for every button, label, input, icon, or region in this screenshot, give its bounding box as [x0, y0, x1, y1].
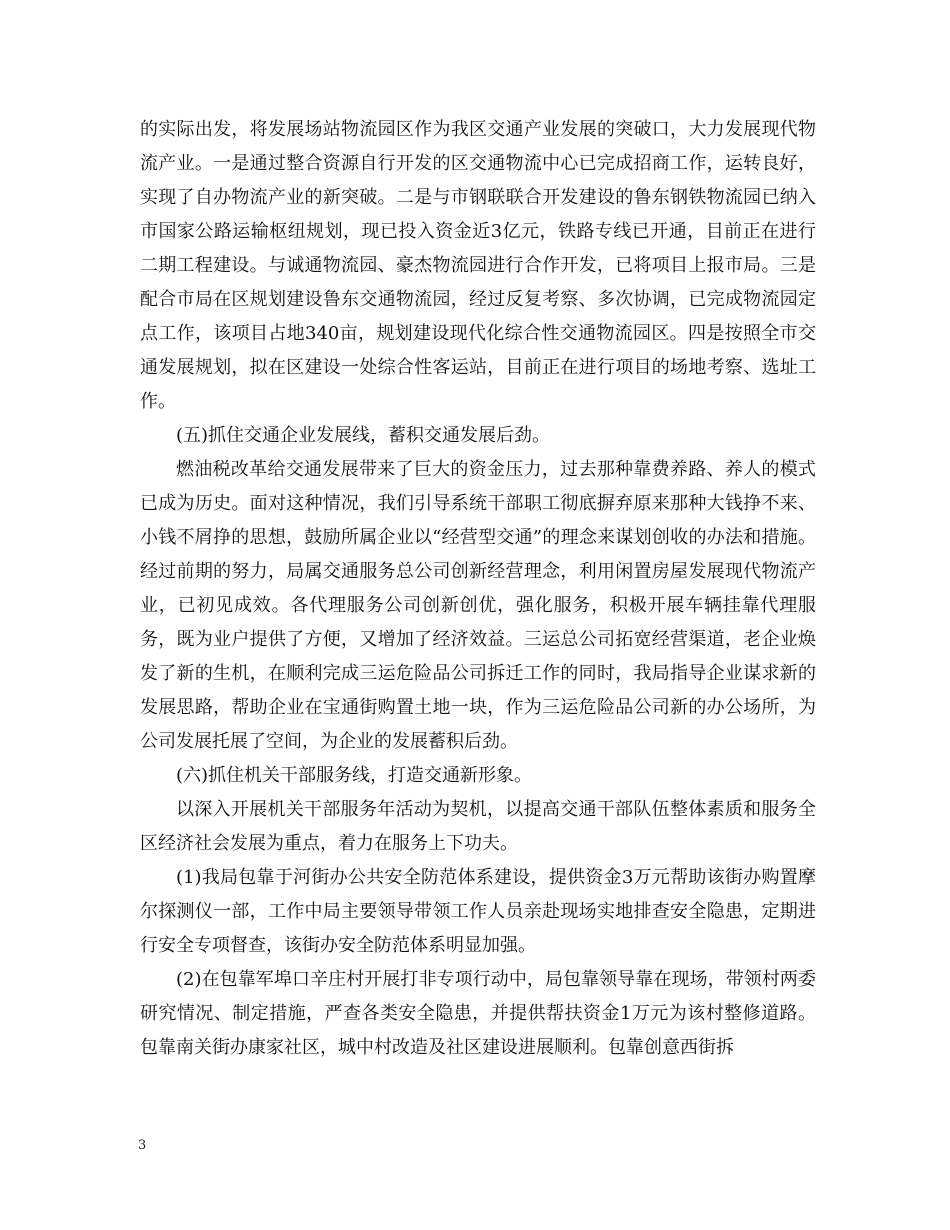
- paragraph-logistics-park: 的实际出发，将发展场站物流园区作为我区交通产业发展的突破口，大力发展现代物流产业。一是通过整合资源自行开发的区交通物流中心已完成招商工作，运转良好，实现了自办物流产业的新突破。二是与市钢联联合开发建设的鲁东钢铁物流园已纳入市国家公路运输枢纽规划，现已投入资金近3亿元，铁路专线已开通，目前正在进行二期工程建设。与诚通物流园、豪杰物流园进行合作开发，已将项目上报市局。三是配合市局在区规划建设鲁东交通物流园，经过反复考察、多次协调，已完成物流园定点工作，该项目占地340亩，规划建设现代化综合性交通物流园区。四是按照全市交通发展规划，拟在区建设一处综合性客运站，目前正在进行项目的场地考察、选址工作。: [140, 119, 816, 412]
- paragraph-service-year: 以深入开展机关干部服务年活动为契机，以提高交通干部队伍整体素质和服务全区经济社会发展为重点，着力在服务上下功夫。: [140, 799, 816, 854]
- paragraph-item-2: (2)在包靠军埠口辛庄村开展打非专项行动中，局包靠领导靠在现场，带领村两委研究情况、制定措施，严查各类安全隐患，并提供帮扶资金1万元为该村整修道路。包靠南关街办康家社区，城中村改造及社区建设进展顺利。包靠创意西街拆: [140, 969, 816, 1058]
- page-number: 3: [138, 1138, 147, 1153]
- heading-cadre-service: (六)抓住机关干部服务线，打造交通新形象。: [176, 765, 533, 786]
- heading-enterprise-development: (五)抓住交通企业发展线，蓄积交通发展后劲。: [176, 425, 551, 446]
- document-body: [140, 113, 816, 1065]
- paragraph-fuel-tax-reform: 燃油税改革给交通发展带来了巨大的资金压力，过去那种靠费养路、养人的模式已成为历史。面对这种情况，我们引导系统干部职工彻底摒弃原来那种大钱挣不来、小钱不屑挣的思想，鼓励所属企业以“经营型交通”的理念来谋划创收的办法和措施。经过前期的努力，局属交通服务总公司创新经营理念，利用闲置房屋发展现代物流产业，已初见成效。各代理服务公司创新创优，强化服务，积极开展车辆挂靠代理服务，既为业户提供了方便，又增加了经济效益。三运总公司拓宽经营渠道，老企业焕发了新的生机，在顺利完成三运危险品公司拆迁工作的同时，我局指导企业谋求新的发展思路，帮助企业在宝通街购置土地一块，作为三运危险品公司新的办公场所，为公司发展托展了空间，为企业的发展蓄积后劲。: [140, 459, 816, 752]
- paragraph-item-1: (1)我局包靠于河街办公共安全防范体系建设，提供资金3万元帮助该街办购置摩尔探测仪一部，工作中局主要领导带领工作人员亲赴现场实地排查安全隐患，定期进行安全专项督查，该街办安全防范体系明显加强。: [140, 867, 816, 956]
